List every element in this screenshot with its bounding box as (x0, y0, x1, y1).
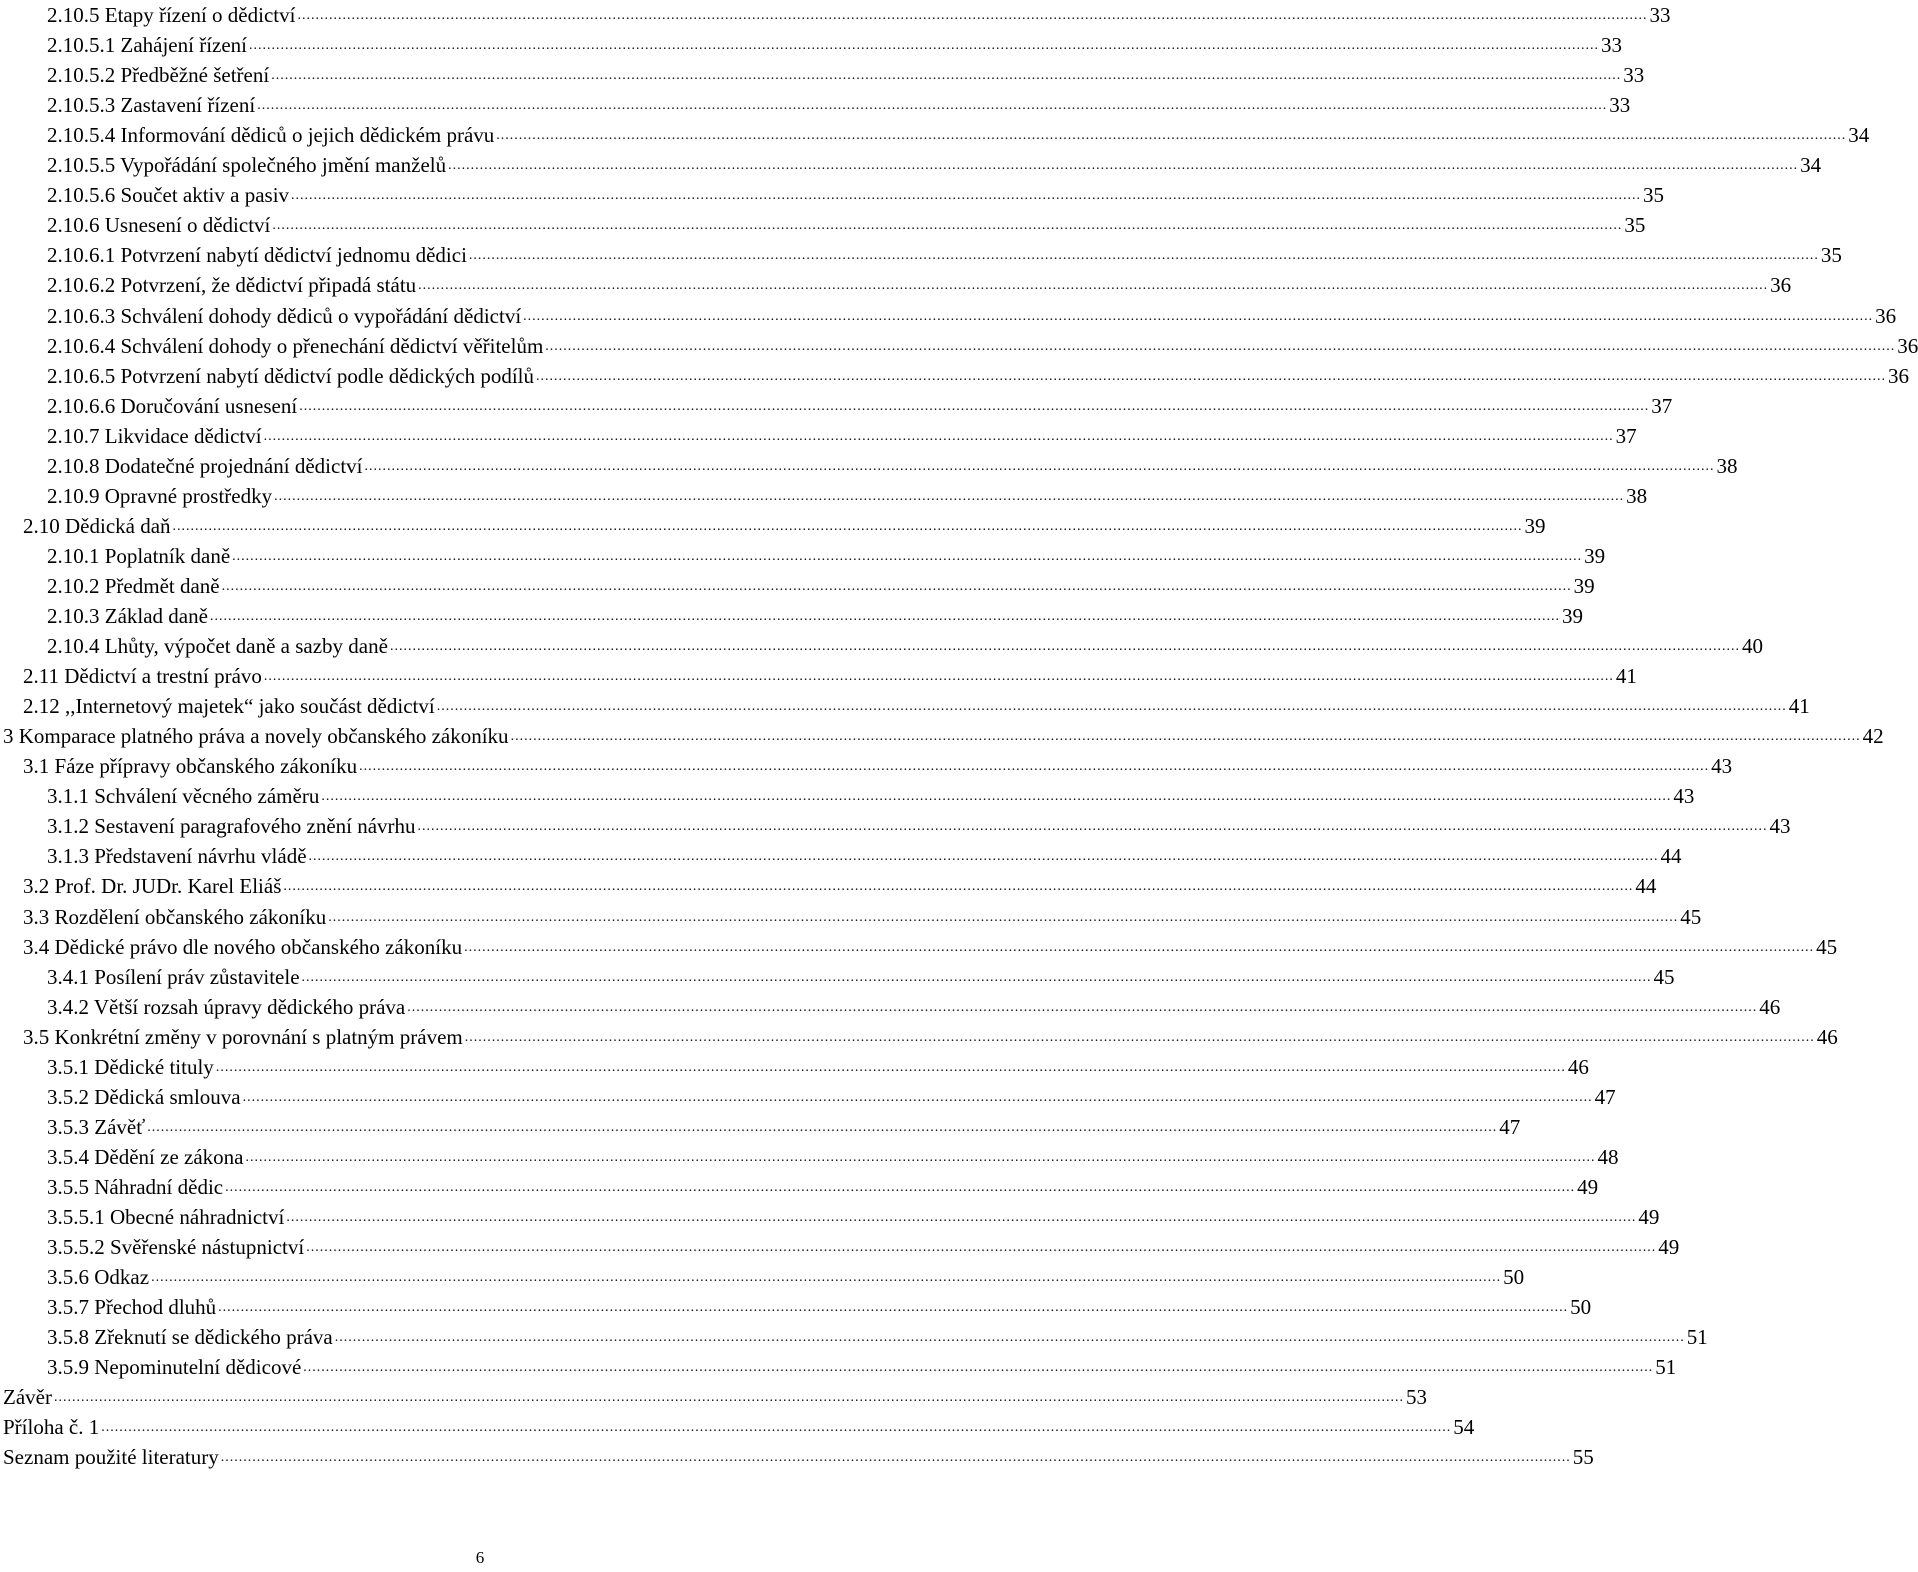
toc-entry-title: 3.5.4 Dědění ze zákona (47, 1144, 244, 1169)
toc-entry-title: 3.5.1 Dědické tituly (47, 1054, 214, 1079)
toc-dot-leader: ............................................................................................................................................................................................................................................................................................................ (407, 999, 1758, 1015)
toc-dot-leader: ............................................................................................................................................................................................................................................................................................................ (221, 578, 1572, 594)
toc-entry[interactable] (0, 177, 1665, 208)
toc-dot-leader: ............................................................................................................................................................................................................................................................................................................ (242, 1089, 1593, 1105)
toc-entry[interactable] (0, 658, 1637, 689)
toc-entry[interactable] (0, 1109, 1521, 1139)
toc-entry-title: 3.3 Rozdělení občanského zákoníku (23, 904, 327, 929)
toc-entry-title: 2.10.4 Lhůty, výpočet daně a sazby daně (47, 634, 388, 659)
toc-dot-leader: ............................................................................................................................................................................................................................................................................................................ (220, 1450, 1571, 1466)
toc-dot-leader: ............................................................................................................................................................................................................................................................................................................ (147, 1119, 1498, 1135)
toc-entry-page: 49 (1638, 1205, 1660, 1229)
toc-entry[interactable] (0, 298, 1897, 328)
toc-entry-title: 2.11 Dědictví a trestní právo (23, 664, 262, 689)
toc-entry-title: 3.5.3 Závěť (47, 1114, 146, 1139)
toc-entry-page: 37 (1615, 423, 1637, 448)
toc-entry-page: 51 (1686, 1325, 1708, 1350)
toc-entry-page: 43 (1769, 814, 1791, 839)
toc-entry-page: 51 (1655, 1355, 1677, 1380)
toc-entry-title: 3.1 Fáze přípravy občanského zákoníku (23, 754, 358, 779)
toc-entry[interactable] (0, 1439, 1594, 1470)
toc-entry[interactable] (0, 87, 1631, 118)
toc-dot-leader: ............................................................................................................................................................................................................................................................................................................ (53, 1390, 1404, 1406)
toc-dot-leader: ............................................................................................................................................................................................................................................................................................................ (299, 398, 1650, 414)
toc-entry-page: 39 (1524, 513, 1546, 538)
toc-dot-leader: ............................................................................................................................................................................................................................................................................................................ (496, 128, 1847, 144)
toc-dot-leader: ............................................................................................................................................................................................................................................................................................................ (249, 38, 1600, 54)
toc-entry-page: 42 (1862, 724, 1884, 749)
page-number: 6 (475, 1548, 485, 1567)
toc-dot-leader: ............................................................................................................................................................................................................................................................................................................ (283, 879, 1634, 895)
toc-entry-title: 3.4.1 Posílení práv zůstavitele (47, 964, 300, 989)
toc-entry-title: 2.10.5.4 Informování dědiců o jejich dědickém právu (47, 123, 495, 148)
toc-dot-leader: ............................................................................................................................................................................................................................................................................................................ (286, 1210, 1637, 1225)
toc-entry-page: 50 (1570, 1295, 1592, 1320)
toc-entry[interactable] (0, 508, 1546, 538)
toc-entry-page: 46 (1816, 1024, 1838, 1049)
toc-dot-leader: ............................................................................................................................................................................................................................................................................................................ (151, 1270, 1502, 1286)
toc-entry-page: 47 (1499, 1114, 1521, 1139)
toc-dot-leader: ............................................................................................................................................................................................................................................................................................................ (172, 518, 1523, 534)
toc-entry-page: 34 (1848, 123, 1870, 148)
toc-dot-leader: ............................................................................................................................................................................................................................................................................................................ (334, 1330, 1685, 1346)
toc-entry[interactable] (0, 1259, 1525, 1290)
toc-entry-title: 3.5.5.2 Svěřenské nástupnictví (47, 1235, 305, 1260)
toc-entry[interactable] (0, 959, 1675, 989)
toc-dot-leader: ............................................................................................................................................................................................................................................................................................................ (468, 248, 1819, 264)
toc-entry[interactable] (0, 899, 1702, 929)
toc-entry-title: 2.10.9 Opravné prostředky (47, 483, 273, 508)
toc-entry-page: 43 (1673, 784, 1695, 809)
toc-entry-page: 39 (1573, 573, 1595, 598)
toc-entry-page: 39 (1561, 604, 1583, 628)
toc-entry-page: 40 (1741, 634, 1763, 659)
toc-entry-page: 33 (1623, 63, 1645, 88)
toc-dot-leader: ............................................................................................................................................................................................................................................................................................................ (436, 699, 1787, 715)
toc-entry[interactable] (0, 1139, 1619, 1169)
toc-entry[interactable] (0, 237, 1842, 268)
toc-entry-page: 36 (1888, 363, 1909, 388)
toc-dot-leader: ............................................................................................................................................................................................................................................................................................................ (308, 849, 1659, 865)
toc-entry-page: 39 (1584, 543, 1606, 568)
toc-entry-title: 3.1.1 Schválení věcného záměru (47, 784, 320, 809)
toc-dot-leader: ............................................................................................................................................................................................................................................................................................................ (303, 1360, 1654, 1376)
toc-entry[interactable] (0, 598, 1583, 628)
toc-entry[interactable] (0, 718, 1884, 749)
toc-entry-title: 2.10.6.3 Schválení dohody dědiců o vypořádání dědictví (47, 303, 522, 328)
toc-dot-leader: ............................................................................................................................................................................................................................................................................................................ (464, 1029, 1815, 1045)
toc-entry-page: 47 (1594, 1084, 1616, 1109)
toc-entry[interactable] (0, 1049, 1589, 1079)
toc-dot-leader: ............................................................................................................................................................................................................................................................................................................ (263, 669, 1614, 685)
toc-entry-title: 3.1.2 Sestavení paragrafového znění návrhu (47, 814, 416, 839)
toc-dot-leader: ............................................................................................................................................................................................................................................................................................................ (297, 8, 1648, 23)
toc-dot-leader: ............................................................................................................................................................................................................................................................................................................ (257, 98, 1608, 114)
toc-dot-leader: ............................................................................................................................................................................................................................................................................................................ (271, 68, 1622, 84)
toc-entry[interactable] (0, 267, 1792, 298)
toc-entry-title: 2.10 Dědická daň (23, 513, 171, 538)
toc-entry-page: 50 (1503, 1265, 1525, 1290)
toc-entry-page: 46 (1567, 1054, 1589, 1079)
toc-entry[interactable] (0, 1229, 1680, 1260)
toc-entry-page: 41 (1788, 694, 1810, 719)
toc-dot-leader: ............................................................................................................................................................................................................................................................................................................ (232, 548, 1583, 564)
toc-entry-title: 2.10.2 Předmět daně (47, 573, 220, 598)
toc-entry-page: 38 (1716, 453, 1738, 478)
toc-entry-page: 45 (1653, 964, 1675, 989)
toc-dot-leader: ............................................................................................................................................................................................................................................................................................................ (510, 729, 1861, 745)
toc-dot-leader: ............................................................................................................................................................................................................................................................................................................ (272, 218, 1623, 234)
toc-dot-leader: ............................................................................................................................................................................................................................................................................................................ (545, 338, 1896, 354)
toc-entry[interactable] (0, 207, 1646, 238)
toc-entry[interactable] (0, 538, 1606, 568)
toc-entry-title: 2.10.5 Etapy řízení o dědictví (47, 3, 296, 27)
toc-dot-leader: ............................................................................................................................................................................................................................................................................................................ (364, 458, 1715, 474)
toc-entry-page: 41 (1615, 664, 1637, 689)
toc-entry-page: 49 (1577, 1174, 1599, 1199)
toc-entry-page: 53 (1405, 1385, 1427, 1410)
toc-entry[interactable] (0, 838, 1682, 869)
toc-entry-title: 3.5.6 Odkaz (47, 1265, 150, 1290)
toc-entry-title: 3.5 Konkrétní změny v porovnání s platným právem (23, 1024, 463, 1049)
toc-dot-leader: ............................................................................................................................................................................................................................................................................................................ (464, 939, 1815, 955)
toc-entry[interactable] (0, 1079, 1616, 1109)
toc-entry-page: 33 (1601, 33, 1623, 58)
toc-dot-leader: ............................................................................................................................................................................................................................................................................................................ (274, 488, 1625, 504)
toc-entry-page: 35 (1624, 213, 1646, 238)
toc-entry-title: 2.10.6.6 Doručování usnesení (47, 393, 298, 418)
toc-entry-title: 2.10.5.5 Vypořádání společného jmění manželů (47, 153, 447, 178)
toc-entry-title: 3.5.7 Přechod dluhů (47, 1295, 217, 1320)
toc-dot-leader: ............................................................................................................................................................................................................................................................................................................ (215, 1059, 1566, 1075)
toc-entry-page: 33 (1609, 93, 1631, 118)
toc-entry[interactable] (0, 57, 1645, 88)
toc-dot-leader: ............................................................................................................................................................................................................................................................................................................ (536, 368, 1886, 384)
toc-entry-page: 37 (1651, 393, 1673, 418)
toc-entry[interactable] (0, 418, 1637, 448)
toc-entry[interactable] (0, 1319, 1708, 1350)
toc-entry-page: 44 (1660, 844, 1682, 869)
toc-entry[interactable] (0, 358, 1909, 388)
toc-entry-page: 33 (1649, 3, 1671, 27)
toc-entry-page: 36 (1875, 303, 1897, 328)
toc-entry[interactable] (0, 808, 1791, 839)
toc-entry-title: 3 Komparace platného práva a novely občanského zákoníku (3, 724, 509, 749)
toc-entry-title: 2.10.6.5 Potvrzení nabytí dědictví podle dědických podílů (47, 363, 534, 388)
toc-entry-page: 38 (1626, 483, 1648, 508)
toc-entry-title: 2.10.8 Dodatečné projednání dědictví (47, 453, 363, 478)
toc-entry-title: 2.10.5.2 Předběžné šetření (47, 63, 270, 88)
toc-entry-page: 46 (1759, 994, 1781, 1019)
toc-entry-title: 3.5.9 Nepominutelní dědicové (47, 1355, 302, 1380)
toc-entry-title: Závěr (3, 1385, 52, 1410)
toc-entry-title: 2.10.5.1 Zahájení řízení (47, 33, 248, 58)
toc-entry[interactable] (0, 1349, 1677, 1380)
toc-entry[interactable] (0, 27, 1623, 58)
toc-entry-page: 35 (1643, 183, 1665, 208)
toc-entry[interactable] (0, 448, 1738, 478)
toc-entry-title: 3.4.2 Větší rozsah úpravy dědického práva (47, 994, 406, 1019)
toc-dot-leader: ............................................................................................................................................................................................................................................................................................................ (218, 1300, 1569, 1316)
toc-entry-page: 43 (1711, 754, 1733, 779)
toc-entry-title: Seznam použité literatury (3, 1445, 219, 1470)
toc-entry[interactable] (0, 628, 1763, 659)
toc-entry-title: 3.1.3 Představení návrhu vládě (47, 844, 307, 869)
toc-entry[interactable] (0, 1019, 1838, 1049)
toc-entry[interactable] (0, 0, 1671, 27)
toc-dot-leader: ............................................................................................................................................................................................................................................................................................................ (291, 188, 1642, 204)
toc-entry-title: 2.10.6.1 Potvrzení nabytí dědictví jednomu dědici (47, 243, 467, 268)
toc-entry-title: 3.2 Prof. Dr. JUDr. Karel Eliáš (23, 874, 282, 899)
toc-dot-leader: ............................................................................................................................................................................................................................................................................................................ (417, 819, 1768, 835)
toc-dot-leader: ............................................................................................................................................................................................................................................................................................................ (263, 428, 1614, 444)
toc-entry-title: 3.5.8 Zřeknutí se dědického práva (47, 1325, 333, 1350)
toc-entry[interactable] (0, 117, 1870, 148)
toc-entry-page: 34 (1800, 153, 1822, 178)
toc-entry[interactable] (0, 929, 1838, 959)
toc-entry[interactable] (0, 478, 1648, 508)
toc-entry-title: 2.10.6.4 Schválení dohody o přenechání dědictví věřitelům (47, 333, 544, 358)
toc-dot-leader: ............................................................................................................................................................................................................................................................................................................ (209, 609, 1560, 624)
toc-entry[interactable] (0, 1409, 1475, 1440)
toc-entry-title: 2.10.6 Usnesení o dědictví (47, 213, 271, 238)
toc-entry-title: 2.10.3 Základ daně (47, 604, 208, 628)
toc-entry[interactable] (0, 388, 1673, 418)
toc-entry-page: 45 (1680, 904, 1702, 929)
toc-entry-title: 2.10.5.6 Součet aktiv a pasiv (47, 183, 290, 208)
toc-dot-leader: ............................................................................................................................................................................................................................................................................................................ (523, 308, 1874, 324)
toc-entry[interactable] (0, 147, 1822, 178)
toc-entry[interactable] (0, 1199, 1660, 1229)
toc-entry-page: 49 (1658, 1235, 1680, 1260)
toc-entry[interactable] (0, 1379, 1427, 1410)
toc-entry-title: 2.10.1 Poplatník daně (47, 543, 231, 568)
toc-entry-page: 45 (1816, 934, 1838, 959)
toc-entry-title: Příloha č. 1 (3, 1415, 100, 1440)
toc-entry[interactable] (0, 568, 1595, 598)
toc-entry[interactable] (0, 688, 1810, 719)
toc-entry[interactable] (0, 1169, 1599, 1199)
toc-entry-title: 2.10.5.3 Zastavení řízení (47, 93, 256, 118)
toc-entry-page: 55 (1572, 1445, 1594, 1470)
toc-entry-page: 36 (1770, 273, 1792, 298)
toc-entry[interactable] (0, 1289, 1592, 1320)
toc-entry-title: 3.5.5 Náhradní dědic (47, 1174, 224, 1199)
toc-entry[interactable] (0, 989, 1781, 1019)
toc-entry[interactable] (0, 778, 1695, 809)
toc-entry-title: 3.4 Dědické právo dle nového občanského zákoníku (23, 934, 463, 959)
toc-dot-leader: ............................................................................................................................................................................................................................................................................................................ (389, 639, 1740, 655)
toc-entry-page: 54 (1453, 1415, 1475, 1440)
toc-dot-leader: ............................................................................................................................................................................................................................................................................................................ (245, 1149, 1596, 1165)
toc-dot-leader: ............................................................................................................................................................................................................................................................................................................ (328, 909, 1679, 925)
toc-dot-leader: ............................................................................................................................................................................................................................................................................................................ (418, 278, 1769, 294)
toc-entry-title: 3.5.2 Dědická smlouva (47, 1084, 241, 1109)
toc-dot-leader: ............................................................................................................................................................................................................................................................................................................ (225, 1179, 1576, 1195)
toc-entry[interactable] (0, 748, 1733, 779)
toc-dot-leader: ............................................................................................................................................................................................................................................................................................................ (101, 1420, 1452, 1436)
toc-dot-leader: ............................................................................................................................................................................................................................................................................................................ (359, 759, 1710, 775)
toc-entry-title: 2.12 ,,Internetový majetek“ jako součást dědictví (23, 694, 435, 719)
toc-entry-page: 44 (1635, 874, 1657, 899)
toc-entry-title: 2.10.7 Likvidace dědictví (47, 423, 262, 448)
toc-entry-page: 36 (1897, 333, 1918, 358)
toc-entry-title: 2.10.6.2 Potvrzení, že dědictví připadá státu (47, 273, 417, 298)
toc-entry-title: 3.5.5.1 Obecné náhradnictví (47, 1205, 285, 1229)
toc-entry-page: 35 (1820, 243, 1842, 268)
toc-entry[interactable] (0, 868, 1657, 899)
toc-entry-page: 48 (1597, 1144, 1619, 1169)
toc-dot-leader: ............................................................................................................................................................................................................................................................................................................ (301, 969, 1652, 985)
toc-dot-leader: ............................................................................................................................................................................................................................................................................................................ (321, 789, 1672, 805)
toc-dot-leader: ............................................................................................................................................................................................................................................................................................................ (448, 158, 1799, 174)
toc-entry[interactable] (0, 328, 1918, 358)
toc-dot-leader: ............................................................................................................................................................................................................................................................................................................ (306, 1240, 1657, 1256)
